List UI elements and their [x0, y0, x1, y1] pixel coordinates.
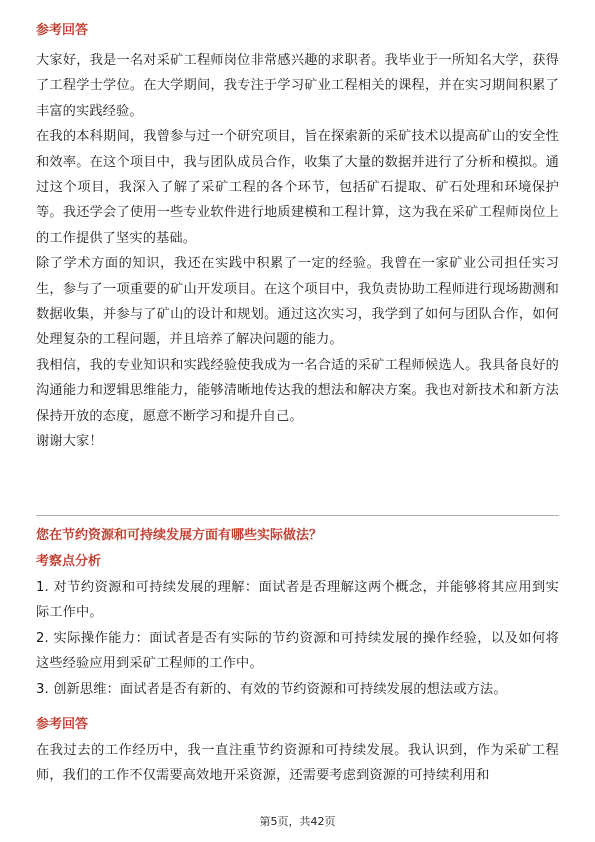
answer-paragraph-2: 在我的本科期间，我曾参与过一个研究项目，旨在探索新的采矿技术以提高矿山的安全性和效率。在这个项目中，我与团队成员合作，收集了大量的数据并进行了分析和模拟。通过这个项目，我深入了解了采矿工程的各个环节，包括矿石提取、矿石处理和环境保护等。我还学会了使用一些专业软件进行地质建模和工程计算，这为我在采矿工程师岗位上的工作提供了坚实的基础。 [36, 129, 559, 246]
section-heading-answer: 参考回答 [36, 23, 89, 38]
answer-paragraph-1: 大家好，我是一名对采矿工程师岗位非常感兴趣的求职者。我毕业于一所知名大学，获得了工程学士学位。在大学期间，我专注于学习矿业工程相关的课程，并在实习期间积累了丰富的实践经验。 [36, 53, 559, 119]
section-divider [36, 515, 559, 516]
answer-paragraph-5: 谢谢大家！ [36, 434, 103, 450]
interview-question: 您在节约资源和可持续发展方面有哪些实际做法？ [36, 528, 323, 543]
analysis-item: 1. 对节约资源和可持续发展的理解：面试者是否理解这两个概念，并能够将其应用到实际工作中。 [36, 580, 559, 621]
section-heading-answer-2: 参考回答 [36, 717, 89, 733]
analysis-item: 2. 实际操作能力：面试者是否有实际的节约资源和可持续发展的操作经验，以及如何将这些经验应用到采矿工程师的工作中。 [36, 630, 559, 672]
analysis-heading: 考察点分析 [36, 554, 102, 569]
page-content [36, 0, 559, 455]
answer2-paragraph: 在我过去的工作经历中，我一直注重节约资源和可持续发展。我认识到，作为采矿工程师，我们的工作不仅需要高效地开采资源，还需要考虑到资源的可持续利用和 [36, 743, 559, 784]
answer-paragraph-4: 我相信，我的专业知识和实践经验使我成为一名合适的采矿工程师候选人。我具备良好的沟通能力和逻辑思维能力，能够清晰地传达我的想法和解决方案。我也对新技术和新方法保持开放的态度，愿意不断学习和提升自己。 [36, 357, 559, 424]
answer-paragraph-3: 除了学术方面的知识，我还在实践中积累了一定的经验。我曾在一家矿业公司担任实习生，参与了一项重要的矿山开发项目。在这个项目中，我负责协助工程师进行现场勘测和数据收集，并参与了矿山的设计和规划。通过这次实习，我学到了如何与团队合作，如何处理复杂的工程问题，并且培养了解决问题的能力。 [36, 256, 559, 348]
page-number: 第5页，共42页 [259, 815, 336, 828]
analysis-item: 3. 创新思维：面试者是否有新的、有效的节约资源和可持续发展的想法或方法。 [36, 681, 507, 697]
question-block [36, 527, 559, 789]
